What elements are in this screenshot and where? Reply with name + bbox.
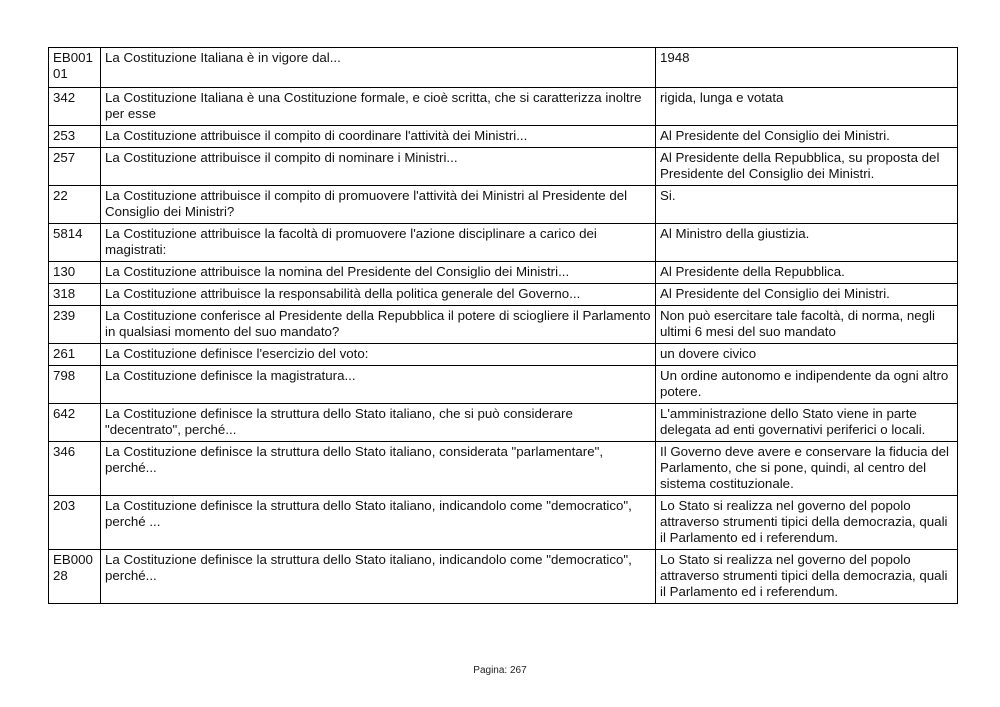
answer-text: Al Presidente della Repubblica, su proposta del Presidente del Consiglio dei Ministri. xyxy=(656,148,958,186)
table-row xyxy=(49,88,958,126)
question-id: EB00101 xyxy=(49,48,101,88)
question-text: La Costituzione Italiana è una Costituzione formale, e cioè scritta, che si caratterizza inoltre per esse xyxy=(101,88,656,126)
answer-text: un dovere civico xyxy=(656,344,958,366)
question-id: 239 xyxy=(49,306,101,344)
questions-table xyxy=(48,47,958,604)
question-id: 253 xyxy=(49,126,101,148)
question-text: La Costituzione attribuisce la responsabilità della politica generale del Governo... xyxy=(101,284,656,306)
answer-text: Al Presidente della Repubblica. xyxy=(656,262,958,284)
answer-text: Al Presidente del Consiglio dei Ministri. xyxy=(656,284,958,306)
answer-text: Al Ministro della giustizia. xyxy=(656,224,958,262)
question-text: La Costituzione attribuisce la facoltà di promuovere l'azione disciplinare a carico dei magistrati: xyxy=(101,224,656,262)
questions-table-body xyxy=(49,48,958,604)
table-row xyxy=(49,224,958,262)
question-id: 642 xyxy=(49,404,101,442)
question-text: La Costituzione definisce la struttura dello Stato italiano, considerata "parlamentare", perché... xyxy=(101,442,656,496)
question-id: 22 xyxy=(49,186,101,224)
table-row xyxy=(49,186,958,224)
question-id: 130 xyxy=(49,262,101,284)
answer-text: Un ordine autonomo e indipendente da ogni altro potere. xyxy=(656,366,958,404)
question-text: La Costituzione attribuisce la nomina del Presidente del Consiglio dei Ministri... xyxy=(101,262,656,284)
question-id: 318 xyxy=(49,284,101,306)
question-id: 798 xyxy=(49,366,101,404)
table-row xyxy=(49,404,958,442)
answer-text: Al Presidente del Consiglio dei Ministri. xyxy=(656,126,958,148)
question-text: La Costituzione attribuisce il compito di promuovere l'attività dei Ministri al Presidente del Consiglio dei Ministri? xyxy=(101,186,656,224)
question-id: 346 xyxy=(49,442,101,496)
table-row xyxy=(49,148,958,186)
table-row xyxy=(49,262,958,284)
question-id: EB00028 xyxy=(49,550,101,604)
answer-text: rigida, lunga e votata xyxy=(656,88,958,126)
table-row xyxy=(49,284,958,306)
answer-text: Non può esercitare tale facoltà, di norma, negli ultimi 6 mesi del suo mandato xyxy=(656,306,958,344)
table-row xyxy=(49,48,958,88)
table-row xyxy=(49,344,958,366)
answer-text: Lo Stato si realizza nel governo del popolo attraverso strumenti tipici della democrazia, quali il Parlamento ed i referendum. xyxy=(656,550,958,604)
question-text: La Costituzione attribuisce il compito di nominare i Ministri... xyxy=(101,148,656,186)
question-text: La Costituzione definisce la struttura dello Stato italiano, indicandolo come "democratico", perché ... xyxy=(101,496,656,550)
table-row xyxy=(49,366,958,404)
answer-text: 1948 xyxy=(656,48,958,88)
table-row xyxy=(49,550,958,604)
question-id: 5814 xyxy=(49,224,101,262)
question-text: La Costituzione definisce la struttura dello Stato italiano, indicandolo come "democratico", perché... xyxy=(101,550,656,604)
question-id: 261 xyxy=(49,344,101,366)
answer-text: Si. xyxy=(656,186,958,224)
page-number: Pagina: 267 xyxy=(473,665,527,676)
table-row xyxy=(49,126,958,148)
question-text: La Costituzione conferisce al Presidente della Repubblica il potere di sciogliere il Parlamento in qualsiasi momento del suo mandato? xyxy=(101,306,656,344)
table-row xyxy=(49,442,958,496)
answer-text: L'amministrazione dello Stato viene in parte delegata ad enti governativi periferici o locali. xyxy=(656,404,958,442)
question-text: La Costituzione attribuisce il compito di coordinare l'attività dei Ministri... xyxy=(101,126,656,148)
question-text: La Costituzione Italiana è in vigore dal... xyxy=(101,48,656,88)
table-row xyxy=(49,496,958,550)
question-id: 257 xyxy=(49,148,101,186)
table-row xyxy=(49,306,958,344)
question-text: La Costituzione definisce la struttura dello Stato italiano, che si può considerare "decentrato", perché... xyxy=(101,404,656,442)
answer-text: Lo Stato si realizza nel governo del popolo attraverso strumenti tipici della democrazia, quali il Parlamento ed i referendum. xyxy=(656,496,958,550)
question-id: 342 xyxy=(49,88,101,126)
answer-text: Il Governo deve avere e conservare la fiducia del Parlamento, che si pone, quindi, al centro del sistema costituzionale. xyxy=(656,442,958,496)
question-text: La Costituzione definisce la magistratura... xyxy=(101,366,656,404)
question-id: 203 xyxy=(49,496,101,550)
question-text: La Costituzione definisce l'esercizio del voto: xyxy=(101,344,656,366)
